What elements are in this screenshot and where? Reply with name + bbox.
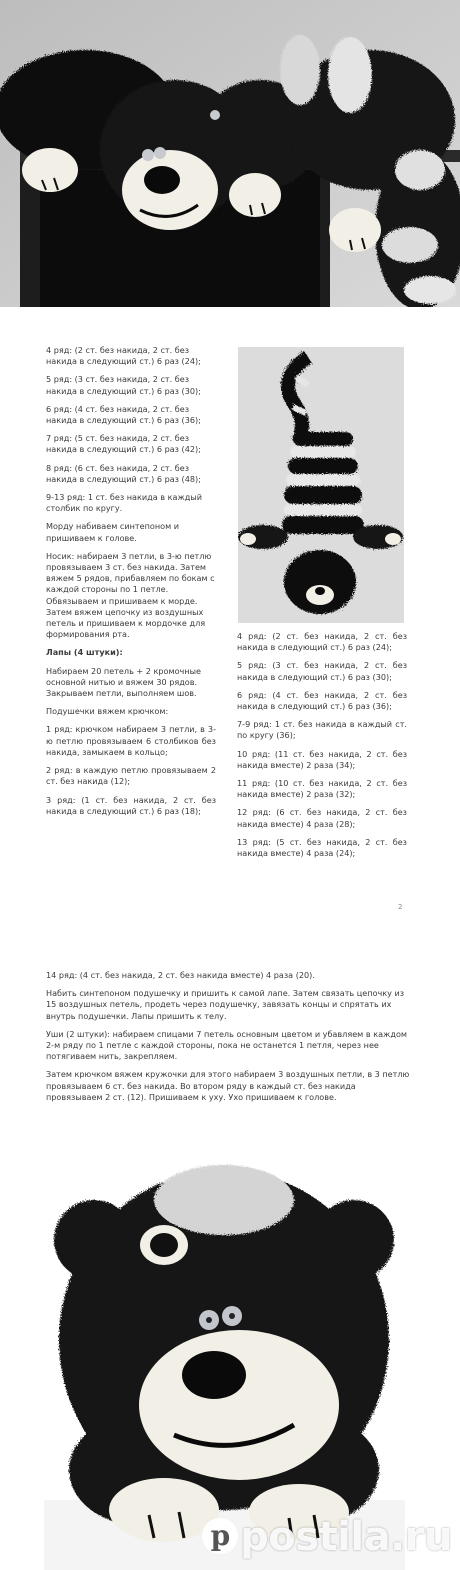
postila-watermark: [202, 1514, 452, 1560]
left-paragraph: Носик: набираем 3 петли, в 3-ю петлю провязываем 3 ст. без накида. Затем вяжем 5 рядов, прибавляем по бокам с каждой стороны по 1 петле. Обвязываем и пришиваем к морде. Затем вяжем цепочку из воздушных петель и пришиваем к мордочке для формирования рта.: [46, 550, 215, 640]
left-paragraph: 9-13 ряд: 1 ст. без накида в каждый столбик по кругу.: [46, 492, 202, 514]
left-paragraph: 8 ряд: (6 ст. без накида, 2 ст. без накида в следующий ст.) 6 раз (48);: [46, 462, 201, 484]
left-paragraph: 4 ряд: (2 ст. без накида, 2 ст. без накида в следующий ст.) 6 раз (24);: [46, 345, 201, 367]
page2-right-column: [237, 631, 407, 866]
right-paragraph: 12 ряд: (6 ст. без накида, 2 ст. без накида вместе) 4 раза (28);: [237, 807, 407, 829]
striped-cat-photo: [238, 347, 404, 623]
left-paragraph: 3 ряд: (1 ст. без накида, 2 ст. без накида в следующий ст.) 6 раз (18);: [46, 794, 216, 816]
left-paragraph: 6 ряд: (4 ст. без накида, 2 ст. без накида в следующий ст.) 6 раз (36);: [46, 403, 201, 426]
striped-cat-illustration: [238, 347, 404, 623]
page2-left-column: [46, 345, 216, 824]
page3-paragraph: Набить синтепоном подушечку и пришить к самой лапе. Затем связать цепочку из 15 воздушных петель, продеть через подушечку, завязать концы и спрятать их внутрь подушечки. Лапы пришить к телу.: [46, 988, 405, 1021]
right-paragraph: 11 ряд: (10 ст. без накида, 2 ст. без накида вместе) 2 раза (32);: [237, 778, 407, 800]
cat-on-monitor-illustration: [0, 0, 460, 307]
top-photo-cat-on-monitor: [0, 0, 460, 307]
left-paragraph: 7 ряд: (5 ст. без накида, 2 ст. без накида в следующий ст.) 6 раз (42);: [46, 433, 201, 455]
left-paragraph: Подушечки вяжем крючком:: [46, 706, 169, 717]
page3-text: [46, 970, 411, 1110]
right-paragraph: 5 ряд: (3 ст. без накида, 2 ст. без накида в следующий ст.) 6 раз (30);: [237, 660, 407, 682]
page3-paragraph: 14 ряд: (4 ст. без накида, 2 ст. без накида вместе) 4 раза (20).: [46, 970, 315, 980]
left-paragraph: 2 ряд: в каждую петлю провязываем 2 ст. без накида (12);: [46, 765, 216, 787]
watermark-text: postila.ru: [240, 1514, 452, 1560]
paws-heading: Лапы (4 штуки):: [46, 647, 123, 658]
right-paragraph: 4 ряд: (2 ст. без накида, 2 ст. без накида в следующий ст.) 6 раз (24);: [237, 631, 407, 653]
left-paragraph: 1 ряд: крючком набираем 3 петли, в 3-ю петлю провязываем 6 столбиков без накида, замыкаем в кольцо;: [46, 724, 216, 757]
postila-logo-icon: p: [202, 1518, 238, 1554]
right-paragraph: 13 ряд: (5 ст. без накида, 2 ст. без накида вместе) 4 раза (24);: [237, 836, 407, 859]
right-paragraph: 6 ряд: (4 ст. без накида, 2 ст. без накида в следующий ст.) 6 раз (36);: [237, 689, 407, 712]
left-paragraph: Морду набиваем синтепоном и пришиваем к голове.: [46, 521, 180, 543]
page3-paragraph: Уши (2 штуки): набираем спицами 7 петель основным цветом и убавляем в каждом 2-м ряду по 1 петле с каждой стороны, пока не останется 1 петля, через нее потягиваем нить, закрепляем.: [46, 1028, 408, 1062]
cat-head-illustration: [44, 1140, 405, 1570]
left-paragraph: Набираем 20 петель + 2 кромочные основной нитью и вяжем 30 рядов. Закрываем петли, выполняем шов.: [46, 665, 201, 699]
page-number: 2: [398, 903, 403, 911]
right-paragraph: 7-9 ряд: 1 ст. без накида в каждый ст. по кругу (36);: [237, 719, 407, 741]
right-paragraph: 10 ряд: (11 ст. без накида, 2 ст. без накида вместе) 2 раза (34);: [237, 748, 407, 770]
page3-paragraph: Затем крючком вяжем кружочки для этого набираем 3 воздушных петли, в 3 петлю провязываем 6 ст. без накида. Во втором ряду в каждый ст. без накида провязываем 2 ст. (12). Пришиваем к уху. Ухо пришиваем к голове.: [46, 1069, 410, 1102]
left-paragraph: 5 ряд: (3 ст. без накида, 2 ст. без накида в следующий ст.) 6 раз (30);: [46, 374, 201, 396]
cat-head-closeup-photo: [44, 1140, 405, 1570]
